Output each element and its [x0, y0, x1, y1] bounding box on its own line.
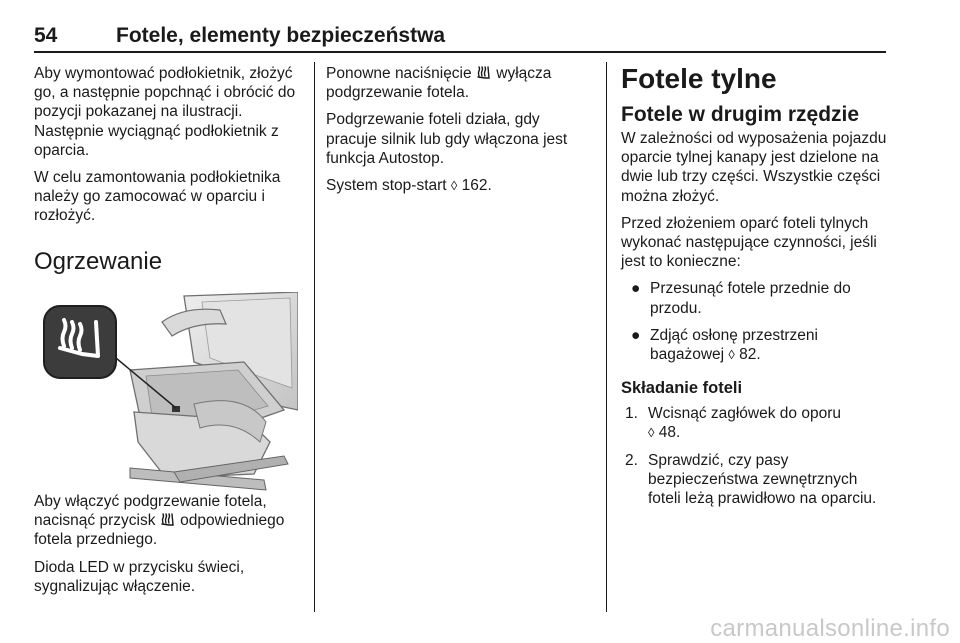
- list-item: 2. Sprawdzić, czy pasy bezpieczeństwa zewnętrznych foteli leżą prawidłowo na oparciu.: [625, 451, 877, 508]
- bullet-icon: ●: [631, 280, 641, 298]
- column-divider-1: [314, 62, 315, 612]
- page-number: 54: [34, 24, 58, 47]
- step-number: 2.: [625, 451, 638, 469]
- page-title: Fotele, elementy bezpieczeństwa: [116, 24, 446, 47]
- watermark: carmanualsonline.info: [710, 615, 950, 642]
- second-row-subtitle: Fotele w drugim rzędzie: [621, 103, 860, 126]
- page-header: [34, 24, 886, 52]
- heating-on-text: Aby włączyć podgrzewanie fotela, nacisnąć przycisk odpowiedniego fotela przedniego.: [34, 493, 285, 549]
- bullet-icon: ●: [631, 326, 641, 344]
- armrest-removal-text: Aby wymontować podłokietnik, złożyć go, a następnie popchnąć i obrócić do pozycji pokazanej na ilustracji. Następnie wyciągnąć podłokietnik z oparcia.: [34, 65, 296, 159]
- column-3: [621, 64, 893, 516]
- preparation-text: Przed złożeniem oparć foteli tylnych wykonać następujące czynności, jeśli jest to konieczne:: [621, 214, 877, 271]
- reference-arrow-icon: ◊: [648, 425, 655, 441]
- column-1: [34, 64, 302, 594]
- list-item: ● Zdjąć osłonę przestrzeni bagażowej ◊ 82.: [631, 326, 818, 364]
- folding-steps: [621, 404, 893, 508]
- armrest-install-text: W celu zamontowania podłokietnika należy go zamocować w oparciu i rozłożyć.: [34, 169, 281, 225]
- column-divider-2: [606, 62, 607, 612]
- folding-heading: Składanie foteli: [621, 379, 743, 398]
- page-link-82[interactable]: 82.: [739, 346, 761, 364]
- rear-seat-intro-text: W zależności od wyposażenia pojazdu oparcie tylnej kanapy jest dzielone na dwie lub trzy części. Wszystkie części można złożyć.: [621, 130, 887, 205]
- heating-condition-text: Podgrzewanie foteli działa, gdy pracuje silnik lub gdy włączona jest funkcja Autostop.: [326, 111, 568, 167]
- list-item: 1. Wcisnąć zagłówek do oporu ◊ 48.: [625, 405, 841, 442]
- column-1-bottom: [34, 492, 302, 604]
- heating-off-text: Ponowne naciśnięcie wyłącza podgrzewanie fotela.: [326, 65, 552, 102]
- preparation-list: [621, 279, 893, 364]
- seat-heating-illustration: [34, 292, 298, 492]
- stop-start-reference: System stop-start ◊ 162.: [326, 177, 492, 195]
- step-number: 1.: [625, 405, 638, 423]
- seat-heater-icon: [476, 65, 492, 80]
- list-item: ● Przesunąć fotele przednie do przodu.: [631, 280, 851, 317]
- heating-heading: Ogrzewanie: [34, 247, 163, 275]
- rear-seats-title: Fotele tylne: [621, 63, 777, 94]
- page-link-48[interactable]: 48.: [658, 424, 681, 442]
- column-2: [326, 64, 594, 203]
- page-link-162[interactable]: 162.: [461, 177, 492, 195]
- reference-arrow-icon: ◊: [728, 347, 735, 363]
- led-indicator-text: Dioda LED w przycisku świeci, sygnalizując włączenie.: [34, 558, 245, 595]
- reference-arrow-icon: ◊: [450, 178, 458, 194]
- header-rule: [34, 51, 886, 53]
- seat-illustration-svg: [34, 292, 298, 492]
- seat-heater-icon: [160, 512, 176, 527]
